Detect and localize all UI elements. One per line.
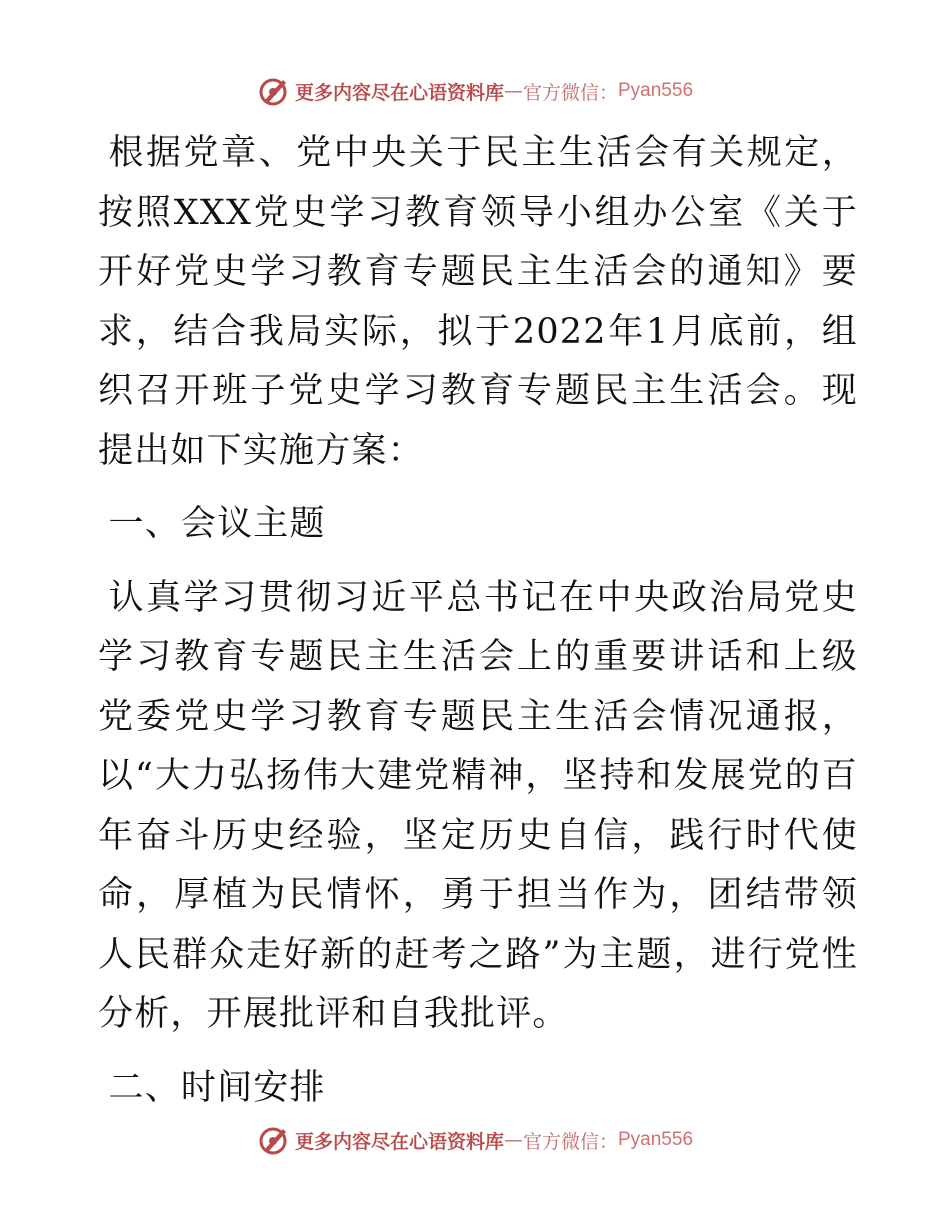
watermark-contact-label: 官方微信： — [522, 81, 618, 104]
section-heading-schedule: 二、时间安排 — [108, 1067, 326, 1108]
paragraph-meeting-theme: 认真学习贯彻习近平总书记在中央政治局党史学习教育专题民主生活会上的重要讲话和上级党委党史学习教育专题民主生活会情况通报，以“大力弘扬伟大建党精神，坚持和发展党的百年奋斗历史经验，坚定历史自信，践行时代使命，厚植为民情怀，勇于担当作为，团结带领人民群众走好新的赶考之路”为主题，进行党性分析，开展批评和自我批评。 — [98, 577, 858, 1034]
quill-logo-icon — [257, 74, 291, 108]
document-body — [98, 124, 858, 1118]
watermark-brand: 更多内容尽在心语资料库 — [294, 81, 504, 104]
quill-logo-icon — [257, 1123, 291, 1157]
watermark-header — [0, 74, 950, 108]
watermark-contact-id: Pyan556 — [618, 80, 694, 101]
watermark-contact-id: Pyan556 — [618, 1129, 694, 1150]
watermark-dash: — — [503, 80, 523, 102]
watermark-dash: — — [503, 1129, 523, 1151]
watermark-contact-label: 官方微信： — [522, 1130, 618, 1153]
watermark-brand: 更多内容尽在心语资料库 — [294, 1130, 504, 1153]
paragraph-intro: 根据党章、党中央关于民主生活会有关规定，按照XXX党史学习教育领导小组办公室《关于开好党史学习教育专题民主生活会的通知》要求，结合我局实际，拟于2022年1月底前，组织召开班子党史学习教育专题民主生活会。现提出如下实施方案： — [98, 133, 858, 471]
section-heading-meeting-theme: 一、会议主题 — [108, 504, 326, 544]
watermark-footer — [0, 1123, 950, 1157]
